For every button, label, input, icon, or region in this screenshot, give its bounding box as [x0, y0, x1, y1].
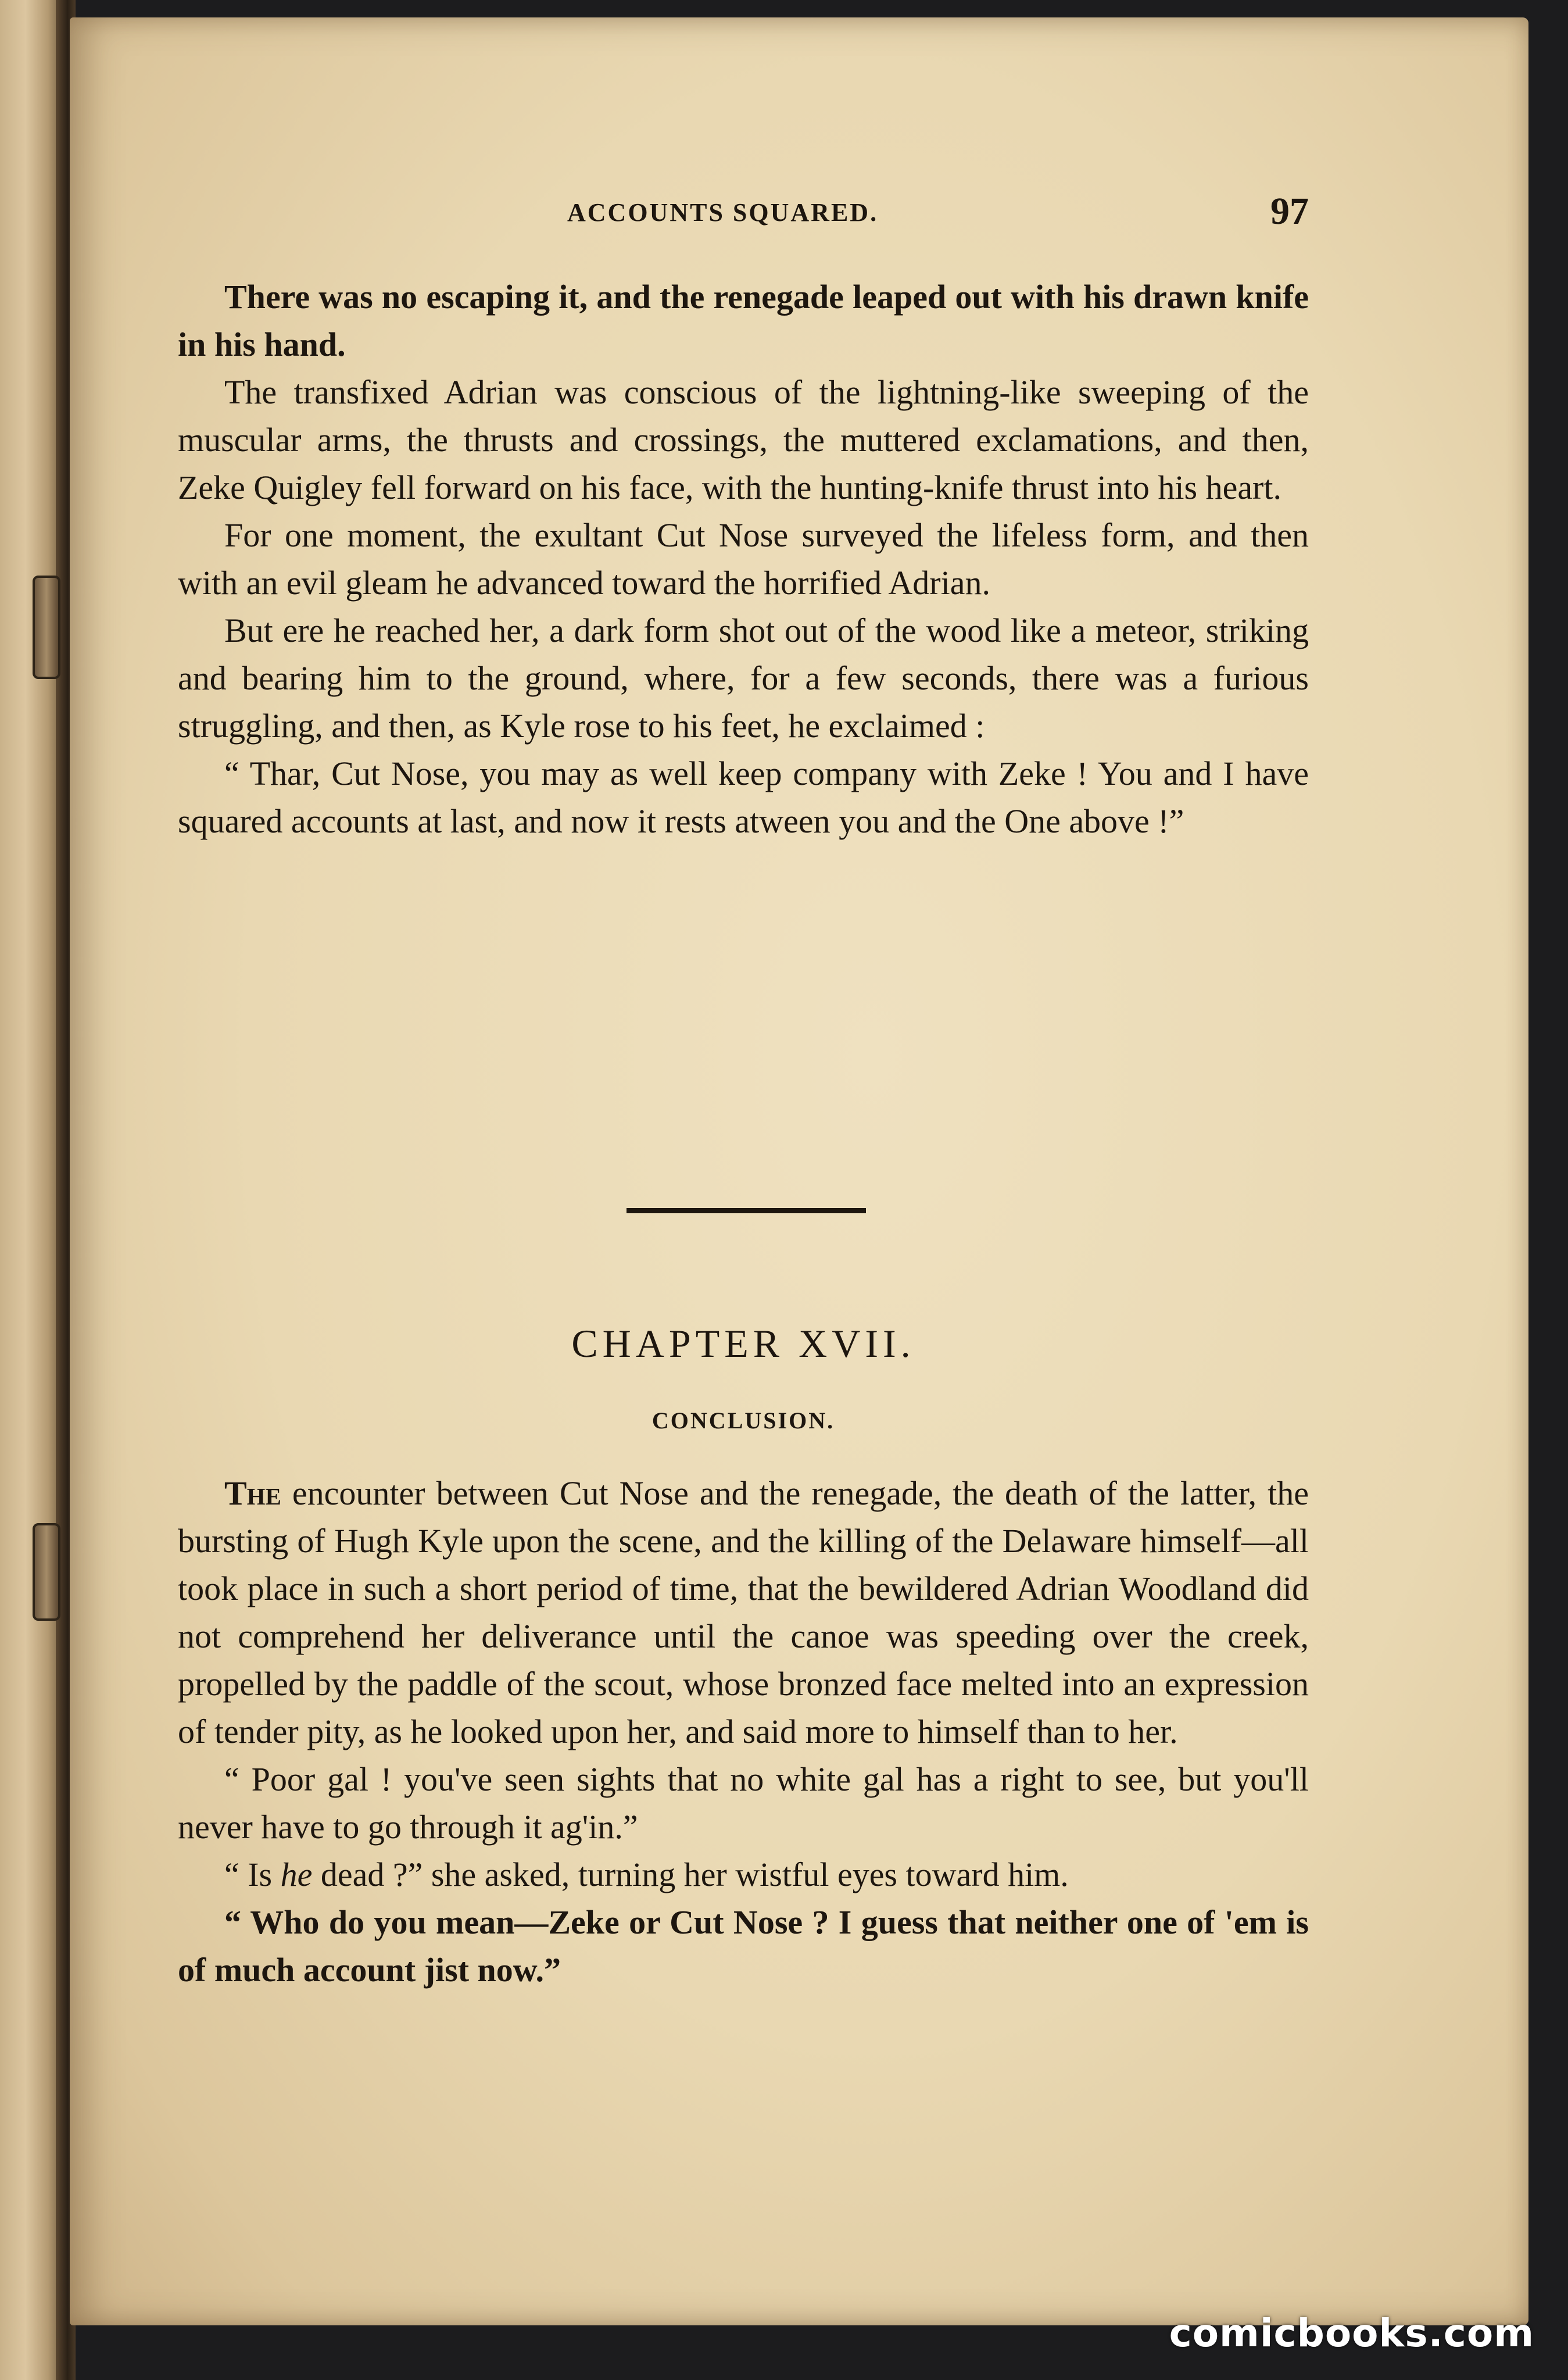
drop-word: The: [224, 1474, 281, 1512]
binding-stitch: [33, 576, 60, 679]
section-divider-rule: [627, 1208, 866, 1213]
watermark: comicbooks.com: [1169, 2311, 1534, 2356]
left-page-edge: [0, 0, 64, 2380]
paragraph-text: dead ?” she asked, turning her wistful eyes toward him.: [312, 1856, 1069, 1893]
paragraph: [178, 1470, 1309, 1756]
paragraph: “ Poor gal ! you've seen sights that no white gal has a right to see, but you'll never have to go through it ag'in.”: [178, 1760, 1309, 1846]
paragraph: The transfixed Adrian was conscious of the lightning-like sweeping of the muscular arms, the thrusts and crossings, the muttered exclamations, and then, Zeke Quigley fell forward on his face, with the hunting-knife thrust into his heart.: [178, 373, 1309, 506]
running-title: ACCOUNTS SQUARED.: [567, 198, 879, 227]
binding-stitch: [33, 1523, 60, 1621]
paragraph: There was no escaping it, and the renegade leaped out with his drawn knife in his hand.: [178, 278, 1309, 363]
paragraph: For one moment, the exultant Cut Nose surveyed the lifeless form, and then with an evil gleam he advanced toward the horrified Adrian.: [178, 516, 1309, 602]
running-header: [178, 192, 1309, 238]
paragraph: But ere he reached her, a dark form shot out of the wood like a meteor, striking and bearing him to the ground, where, for a few seconds, there was a furious struggling, and then, as Kyle rose to his feet, he exclaimed :: [178, 612, 1309, 745]
page-number: 97: [1270, 190, 1309, 233]
paragraph: “ Thar, Cut Nose, you may as well keep company with Zeke ! You and I have squared accounts at last, and now it rests atween you and the One above !”: [178, 755, 1309, 840]
bottom-text-block: [178, 1470, 1309, 1994]
paragraph: “ Who do you mean—Zeke or Cut Nose ? I guess that neither one of 'em is of much account jist now.”: [178, 1903, 1309, 1989]
top-text-block: [178, 273, 1309, 845]
chapter-subheading: CONCLUSION.: [651, 1407, 835, 1434]
emphasis-text: he: [280, 1856, 313, 1893]
chapter-heading: CHAPTER XVII.: [571, 1321, 915, 1366]
paragraph-text: “ Is: [224, 1856, 281, 1893]
paragraph-text: encounter between Cut Nose and the renegade, the death of the latter, the bursting of Hugh Kyle upon the scene, and the killing of the Delaware himself—all took place in such a short period of time, that the bewildered Adrian Woodland did not comprehend her deliverance until the canoe was speeding over the creek, propelled by the paddle of the scout, whose bronzed face melted into an expression of tender pity, as he looked upon her, and said more to himself than to her.: [178, 1474, 1309, 1750]
paragraph: [178, 1851, 1309, 1899]
